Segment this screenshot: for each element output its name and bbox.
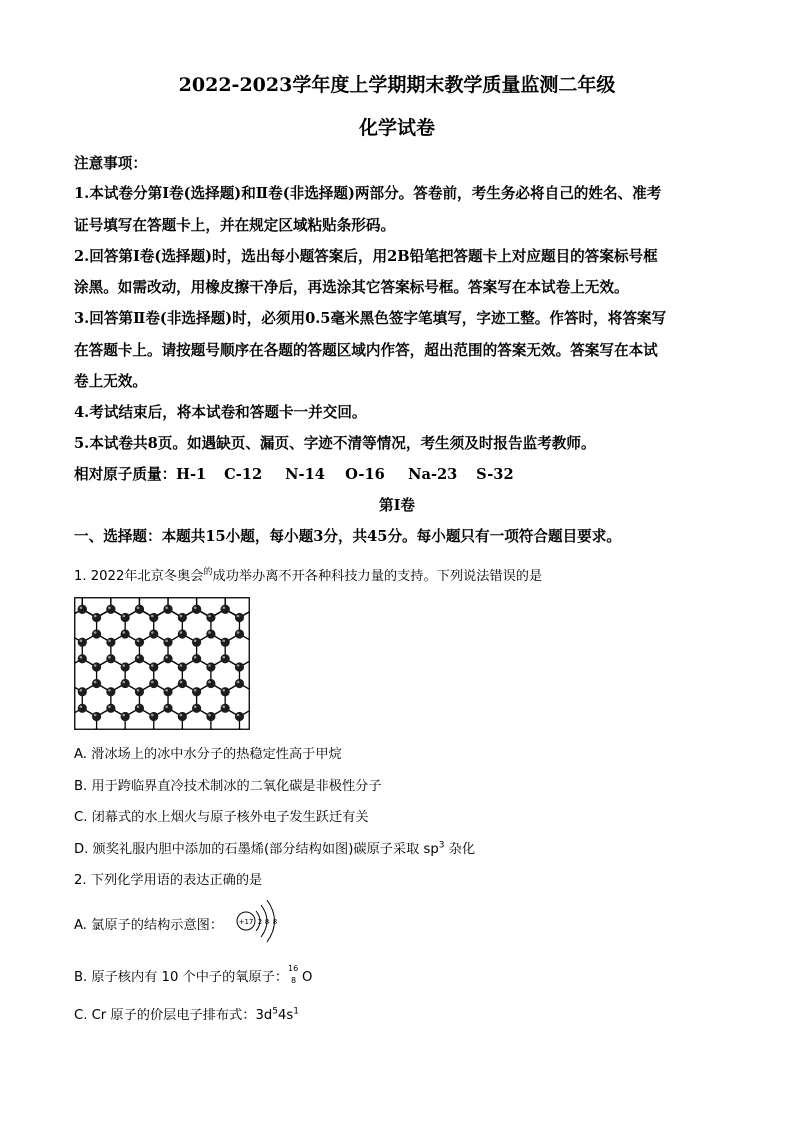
carbon-atom-highlight bbox=[222, 656, 225, 659]
carbon-atom bbox=[206, 629, 215, 638]
carbon-atom bbox=[78, 638, 87, 647]
carbon-atom bbox=[149, 679, 158, 688]
carbon-atom bbox=[106, 605, 115, 614]
question-2-option-a: A. 氯原子的结构示意图： bbox=[74, 918, 224, 933]
note-line: 4.考试结束后，将本试卷和答题卡一并交回。 bbox=[74, 404, 367, 421]
carbon-atom bbox=[192, 638, 201, 647]
carbon-atom-highlight bbox=[180, 664, 183, 667]
carbon-atom-highlight bbox=[180, 615, 183, 618]
carbon-atom-highlight bbox=[108, 606, 111, 609]
volume-heading: 第Ⅰ卷 bbox=[378, 497, 415, 514]
atomic-mass: N-14 bbox=[285, 466, 325, 483]
carbon-atom-highlight bbox=[108, 689, 111, 692]
carbon-atom-highlight bbox=[222, 689, 225, 692]
carbon-atom-highlight bbox=[80, 705, 83, 708]
note-line: 1.本试卷分第Ⅰ卷(选择题)和Ⅱ卷(非选择题)两部分。答卷前，考生务必将自己的姓名、准考 bbox=[74, 185, 662, 202]
carbon-atom bbox=[106, 638, 115, 647]
carbon-atom bbox=[92, 712, 101, 721]
note-line: 涂黑。如需改动，用橡皮擦干净后，再选涂其它答案标号框。答案写在本试卷上无效。 bbox=[74, 279, 629, 296]
atomic-mass: C-12 bbox=[224, 466, 263, 483]
carbon-atom bbox=[149, 613, 158, 622]
carbon-atom-highlight bbox=[137, 705, 140, 708]
question-1-option-b: B. 用于跨临界直冷技术制冰的二氧化碳是非极性分子 bbox=[74, 779, 382, 794]
carbon-atom bbox=[121, 662, 130, 671]
carbon-atom bbox=[206, 712, 215, 721]
carbon-atom bbox=[92, 662, 101, 671]
carbon-atom-highlight bbox=[80, 606, 83, 609]
atomic-mass: H-1 bbox=[176, 466, 207, 483]
carbon-atom-highlight bbox=[208, 615, 211, 618]
question-2-option-b: B. 原子核内有 10 个中子的氧原子： 16 8 O bbox=[74, 964, 313, 985]
carbon-atom-highlight bbox=[151, 714, 154, 717]
carbon-atom bbox=[106, 687, 115, 696]
note-line: 卷上无效。 bbox=[74, 373, 147, 390]
note-line: 3.回答第Ⅱ卷(非选择题)时，必须用0.5毫米黑色签字笔填写，字迹工整。作答时，将答案写 bbox=[74, 310, 667, 327]
carbon-atom-highlight bbox=[80, 639, 83, 642]
carbon-atom bbox=[178, 679, 187, 688]
carbon-atom bbox=[235, 629, 244, 638]
carbon-atom-highlight bbox=[180, 631, 183, 634]
carbon-atom-highlight bbox=[194, 606, 197, 609]
carbon-atom-highlight bbox=[137, 639, 140, 642]
carbon-atom-highlight bbox=[237, 615, 240, 618]
atomic-mass: O-16 bbox=[345, 466, 385, 483]
carbon-atom bbox=[221, 605, 230, 614]
carbon-atom-highlight bbox=[151, 681, 154, 684]
carbon-atom-highlight bbox=[222, 606, 225, 609]
carbon-atom-highlight bbox=[151, 615, 154, 618]
notes-heading: 注意事项： bbox=[74, 155, 147, 172]
carbon-atom bbox=[135, 605, 144, 614]
carbon-atom-highlight bbox=[194, 639, 197, 642]
carbon-atom bbox=[106, 704, 115, 713]
carbon-atom bbox=[235, 712, 244, 721]
carbon-atom-highlight bbox=[194, 689, 197, 692]
carbon-atom-highlight bbox=[94, 681, 97, 684]
carbon-atom-highlight bbox=[108, 639, 111, 642]
carbon-atom-highlight bbox=[94, 714, 97, 717]
carbon-atom bbox=[235, 613, 244, 622]
carbon-atom bbox=[106, 654, 115, 663]
carbon-atom-highlight bbox=[165, 639, 168, 642]
exam-title: 2022-2023学年度上学期期末教学质量监测二年级 bbox=[178, 74, 616, 96]
carbon-atom-highlight bbox=[151, 631, 154, 634]
carbon-atom-highlight bbox=[222, 705, 225, 708]
atomic-mass: Na-23 bbox=[408, 466, 458, 483]
carbon-atom bbox=[121, 712, 130, 721]
carbon-atom bbox=[221, 704, 230, 713]
carbon-atom bbox=[192, 687, 201, 696]
carbon-atom-highlight bbox=[122, 631, 125, 634]
carbon-atom bbox=[163, 638, 172, 647]
carbon-atom-highlight bbox=[237, 664, 240, 667]
carbon-atom bbox=[178, 662, 187, 671]
carbon-atom bbox=[221, 654, 230, 663]
carbon-atom-highlight bbox=[151, 664, 154, 667]
carbon-atom-highlight bbox=[208, 714, 211, 717]
carbon-atom-highlight bbox=[194, 705, 197, 708]
carbon-atom-highlight bbox=[165, 689, 168, 692]
carbon-atom-highlight bbox=[194, 656, 197, 659]
carbon-atom bbox=[163, 687, 172, 696]
carbon-atom bbox=[163, 704, 172, 713]
carbon-atom bbox=[149, 712, 158, 721]
carbon-atom bbox=[192, 704, 201, 713]
carbon-atom bbox=[206, 613, 215, 622]
question-1-option-c: C. 闭幕式的水上烟火与原子核外电子发生跃迁有关 bbox=[74, 810, 369, 825]
carbon-atom-highlight bbox=[122, 615, 125, 618]
carbon-atom bbox=[121, 629, 130, 638]
shell-electrons: 2 bbox=[257, 918, 263, 926]
carbon-atom bbox=[163, 605, 172, 614]
carbon-atom bbox=[121, 679, 130, 688]
note-line: 证号填写在答题卡上，并在规定区域粘贴条形码。 bbox=[74, 217, 396, 234]
question-2-option-c: C. Cr 原子的价层电子排布式：$3d^54s^1$ bbox=[74, 1006, 299, 1023]
carbon-atom bbox=[221, 687, 230, 696]
carbon-atom-highlight bbox=[122, 714, 125, 717]
carbon-atom bbox=[192, 605, 201, 614]
carbon-atom bbox=[178, 629, 187, 638]
carbon-atom bbox=[192, 654, 201, 663]
note-line: 在答题卡上。请按题号顺序在各题的答题区域内作答，超出范围的答案无效。答案写在本试 bbox=[74, 342, 658, 359]
carbon-atom-highlight bbox=[80, 689, 83, 692]
carbon-atom-highlight bbox=[165, 705, 168, 708]
carbon-atom bbox=[235, 662, 244, 671]
carbon-atom bbox=[121, 613, 130, 622]
carbon-atom-highlight bbox=[94, 615, 97, 618]
carbon-atom bbox=[135, 638, 144, 647]
carbon-atom-highlight bbox=[180, 681, 183, 684]
carbon-atom bbox=[149, 662, 158, 671]
carbon-atom-highlight bbox=[94, 664, 97, 667]
carbon-atom-highlight bbox=[237, 714, 240, 717]
carbon-atom bbox=[149, 629, 158, 638]
carbon-atom bbox=[92, 613, 101, 622]
carbon-atom bbox=[78, 687, 87, 696]
carbon-atom-highlight bbox=[122, 664, 125, 667]
exam-subject: 化学试卷 bbox=[358, 117, 435, 139]
carbon-atom bbox=[78, 704, 87, 713]
carbon-atom bbox=[163, 654, 172, 663]
carbon-atom bbox=[235, 679, 244, 688]
note-line: 2.回答第Ⅰ卷(选择题)时，选出每小题答案后，用2B铅笔把答题卡上对应题目的答案标号框 bbox=[74, 248, 658, 265]
oxygen-isotope: 16 8 bbox=[288, 964, 299, 985]
carbon-atom bbox=[92, 629, 101, 638]
carbon-atom-highlight bbox=[165, 656, 168, 659]
carbon-atom-highlight bbox=[137, 689, 140, 692]
carbon-atom-highlight bbox=[108, 705, 111, 708]
carbon-atom bbox=[206, 679, 215, 688]
carbon-atom bbox=[178, 613, 187, 622]
carbon-atom-highlight bbox=[137, 606, 140, 609]
carbon-atom-highlight bbox=[208, 681, 211, 684]
graphene-lattice bbox=[74, 597, 250, 730]
carbon-atom bbox=[178, 712, 187, 721]
chlorine-atom-diagram bbox=[234, 898, 290, 944]
shell-electrons: 8 bbox=[264, 918, 270, 926]
carbon-atom-highlight bbox=[122, 681, 125, 684]
carbon-atom-highlight bbox=[208, 631, 211, 634]
carbon-atom-highlight bbox=[222, 639, 225, 642]
graphene-structure-figure bbox=[74, 597, 250, 730]
section-instruction: 一、选择题：本题共15小题，每小题3分，共45分。每小题只有一项符合题目要求。 bbox=[74, 528, 621, 545]
carbon-atom bbox=[92, 679, 101, 688]
note-line: 5.本试卷共8页。如遇缺页、漏页、字迹不清等情况，考生须及时报告监考教师。 bbox=[74, 435, 596, 452]
question-1-option-d: D. 颁奖礼服内胆中添加的石墨烯(部分结构如图)碳原子采取 $sp^3$ 杂化 bbox=[74, 840, 476, 857]
carbon-atom bbox=[135, 654, 144, 663]
atomic-masses-label: 相对原子质量： bbox=[74, 466, 177, 483]
question-1-option-a: A. 滑冰场上的冰中水分子的热稳定性高于甲烷 bbox=[74, 747, 342, 762]
nucleus-charge: +17 bbox=[238, 918, 254, 926]
carbon-atom-highlight bbox=[108, 656, 111, 659]
carbon-atom bbox=[135, 687, 144, 696]
carbon-atom bbox=[221, 638, 230, 647]
carbon-atom bbox=[135, 704, 144, 713]
carbon-atom-highlight bbox=[165, 606, 168, 609]
question-1-stem: 1. 2022年北京冬奥会$^的$成功举办离不开各种科技力量的支持。下列说法错误的是 bbox=[74, 567, 543, 584]
carbon-atom bbox=[206, 662, 215, 671]
carbon-atom-highlight bbox=[137, 656, 140, 659]
carbon-atom-highlight bbox=[94, 631, 97, 634]
carbon-atom bbox=[78, 654, 87, 663]
carbon-atom-highlight bbox=[80, 656, 83, 659]
question-2-stem: 2. 下列化学用语的表达正确的是 bbox=[74, 873, 263, 888]
carbon-atom-highlight bbox=[237, 631, 240, 634]
shell-electrons: 8 bbox=[272, 918, 278, 926]
carbon-atom-highlight bbox=[208, 664, 211, 667]
carbon-atom bbox=[78, 605, 87, 614]
carbon-atom-highlight bbox=[180, 714, 183, 717]
atomic-masses bbox=[74, 463, 514, 484]
carbon-atom-highlight bbox=[237, 681, 240, 684]
atomic-mass: S-32 bbox=[476, 466, 514, 483]
